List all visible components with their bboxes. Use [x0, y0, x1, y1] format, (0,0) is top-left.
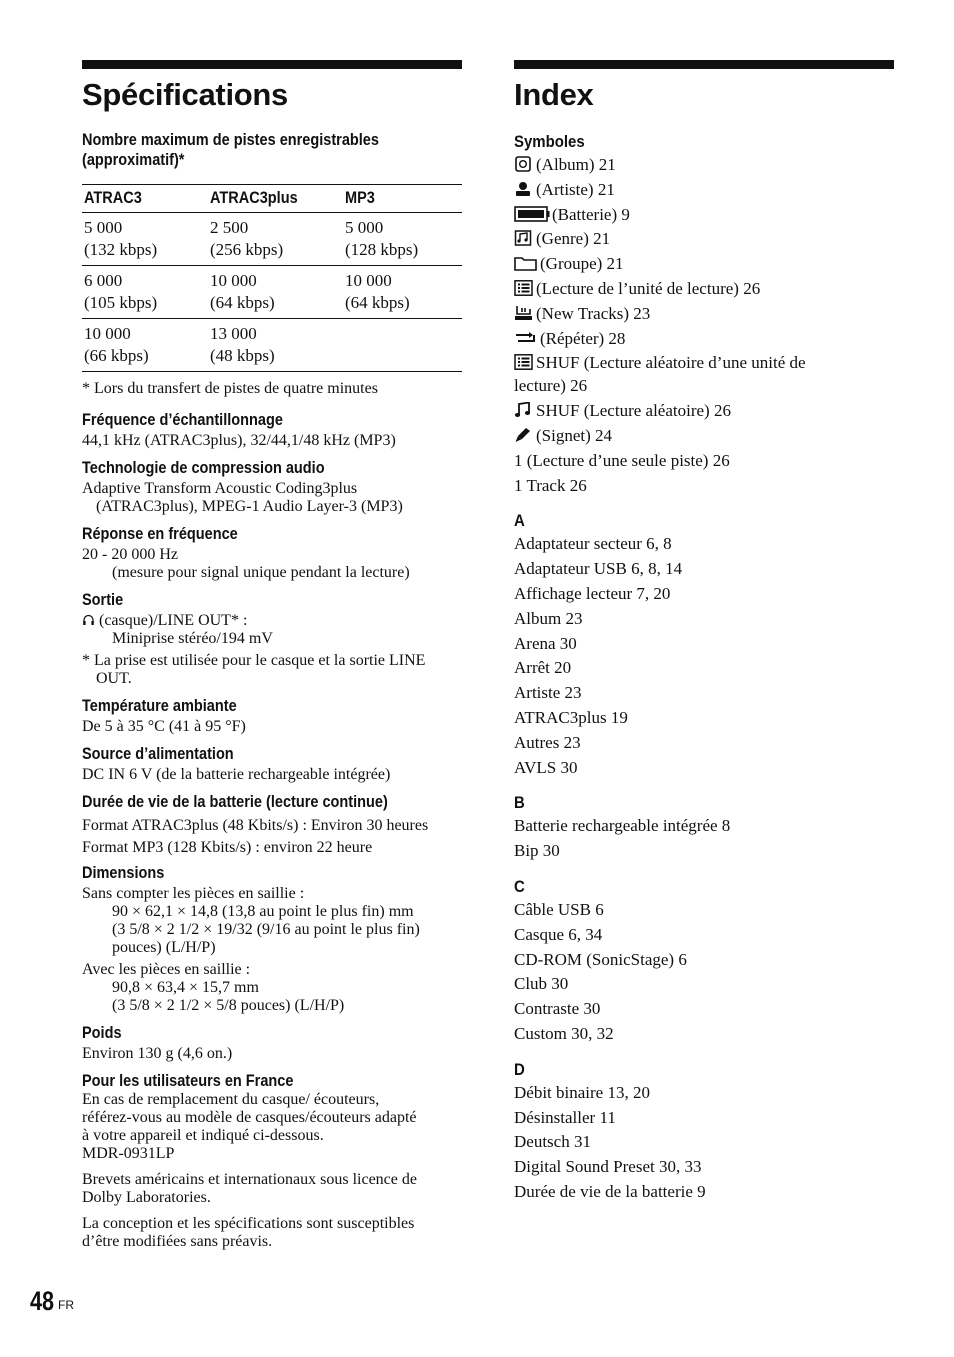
- index-letter-b: B: [514, 793, 525, 813]
- table-cell: 5 000 (128 kbps): [345, 218, 419, 259]
- frequency-text: 20 - 20 000 Hz: [82, 546, 178, 563]
- index-entry: Autres 23: [514, 732, 581, 752]
- group-folder-icon: [514, 255, 538, 271]
- max-tracks-heading: Nombre maximum de pistes enregistrables: [82, 131, 379, 149]
- compression-text-2: (ATRAC3plus), MPEG-1 Audio Layer-3 (MP3): [96, 498, 403, 515]
- table-cell: [343, 319, 462, 372]
- index-letter-a: A: [514, 511, 525, 531]
- unit-list-icon: [514, 280, 534, 296]
- index-entry: 1 Track 26: [514, 475, 587, 495]
- france-heading: Pour les utilisateurs en France: [82, 1072, 294, 1090]
- index-entry: CD-ROM (SonicStage) 6: [514, 949, 687, 969]
- table-header-row: [82, 185, 462, 213]
- dimensions-text: pouces) (L/H/P): [112, 939, 216, 956]
- index-entry: Adaptateur USB 6, 8, 14: [514, 559, 683, 579]
- artist-icon: [514, 181, 534, 197]
- music-note-icon: [514, 402, 534, 418]
- page-footer: [30, 1286, 74, 1317]
- index-entry: (Signet) 24: [514, 424, 894, 449]
- index-entry-continued: lecture) 26: [514, 376, 588, 396]
- index-entry: Câble USB 6: [514, 899, 604, 919]
- dimensions-heading: Dimensions: [82, 864, 165, 882]
- index-entry: SHUF (Lecture aléatoire) 26: [514, 399, 894, 424]
- table-cell: 2 500 (256 kbps): [210, 218, 284, 259]
- specifications-title: Spécifications: [82, 77, 288, 112]
- dimensions-text: Sans compter les pièces en saillie :: [82, 885, 305, 902]
- table-row: [82, 213, 462, 266]
- index-title: Index: [514, 77, 594, 112]
- index-entry: (Genre) 21: [514, 227, 894, 252]
- index-entry: Album 23: [514, 608, 583, 628]
- weight-heading: Poids: [82, 1024, 122, 1042]
- frequency-heading: Réponse en fréquence: [82, 525, 238, 543]
- max-tracks-table: [82, 184, 462, 372]
- output-heading: Sortie: [82, 591, 124, 609]
- changes-text: La conception et les spécifications sont susceptibles: [82, 1215, 415, 1232]
- output-text: (casque)/LINE OUT* :: [99, 612, 248, 629]
- table-cell: 6 000 (105 kbps): [84, 271, 158, 312]
- unit-list-icon: [514, 354, 534, 370]
- france-text: à votre appareil et indiqué ci-dessous.: [82, 1127, 324, 1144]
- battery-text-2: Format MP3 (128 Kbits/s) : environ 22 heure: [82, 839, 373, 856]
- index-entry: Affichage lecteur 7, 20: [514, 583, 671, 603]
- weight-text: Environ 130 g (4,6 on.): [82, 1045, 233, 1062]
- index-entry: (Lecture de l’unité de lecture) 26: [514, 277, 894, 302]
- headphones-icon: [82, 613, 95, 626]
- table-cell: 10 000 (64 kbps): [210, 271, 275, 312]
- index-entry: (Artiste) 21: [514, 178, 894, 203]
- index-entry: Artiste 23: [514, 683, 582, 703]
- album-icon: [514, 156, 534, 172]
- dimensions-text: 90,8 × 63,4 × 15,7 mm: [112, 979, 259, 996]
- dimensions-text: Avec les pièces en saillie :: [82, 961, 251, 978]
- compression-text: Adaptive Transform Acoustic Coding3plus: [82, 480, 358, 497]
- index-entry: Durée de vie de la batterie 9: [514, 1181, 706, 1201]
- patents-text: Brevets américains et internationaux sous licence de: [82, 1171, 417, 1188]
- index-entry: (Batterie) 9: [514, 203, 894, 228]
- index-entry: Adaptateur secteur 6, 8: [514, 534, 672, 554]
- battery-icon: [514, 206, 550, 222]
- column-header: MP3: [345, 189, 375, 207]
- page-number: 48: [30, 1286, 55, 1316]
- temperature-text: De 5 à 35 °C (41 à 95 °F): [82, 718, 246, 735]
- power-heading: Source d’alimentation: [82, 745, 234, 763]
- column-header: ATRAC3plus: [210, 189, 298, 207]
- output-text-2: Miniprise stéréo/194 mV: [112, 630, 273, 647]
- france-text: référez-vous au modèle de casques/écouteurs adapté: [82, 1109, 417, 1126]
- index-entry: Désinstaller 11: [514, 1107, 616, 1127]
- column-header: ATRAC3: [84, 189, 142, 207]
- france-text: En cas de remplacement du casque/ écouteurs,: [82, 1091, 380, 1108]
- specifications-column: [82, 60, 462, 1251]
- index-entry: ATRAC3plus 19: [514, 707, 628, 727]
- new-tracks-icon: [514, 305, 534, 321]
- symbols-heading: Symboles: [514, 132, 585, 151]
- output-note: * La prise est utilisée pour le casque et la sortie LINE: [82, 652, 426, 669]
- section-rule: [82, 60, 462, 69]
- index-entry: Club 30: [514, 974, 569, 994]
- index-letter-c: C: [514, 876, 525, 896]
- dimensions-text: (3 5/8 × 2 1/2 × 5/8 pouces) (L/H/P): [112, 997, 345, 1014]
- sampling-heading: Fréquence d’échantillonnage: [82, 411, 283, 429]
- index-entry: Digital Sound Preset 30, 33: [514, 1157, 702, 1177]
- sampling-text: 44,1 kHz (ATRAC3plus), 32/44,1/48 kHz (MP3): [82, 432, 396, 449]
- genre-icon: [514, 230, 534, 246]
- dimensions-text: (3 5/8 × 2 1/2 × 19/32 (9/16 au point le plus fin): [112, 921, 420, 938]
- battery-text: Format ATRAC3plus (48 Kbits/s) : Environ 30 heures: [82, 817, 429, 834]
- index-entry: SHUF (Lecture aléatoire d’une unité de: [514, 351, 894, 376]
- index-entry: (Album) 21: [514, 153, 894, 178]
- index-entry: Arena 30: [514, 633, 577, 653]
- repeat-icon: [514, 330, 538, 346]
- table-cell: 10 000 (64 kbps): [345, 271, 410, 312]
- compression-heading: Technologie de compression audio: [82, 459, 325, 477]
- changes-text: d’être modifiées sans préavis.: [82, 1233, 273, 1250]
- frequency-text-2: (mesure pour signal unique pendant la lecture): [112, 564, 410, 581]
- index-entry: Casque 6, 34: [514, 924, 603, 944]
- index-entry: Custom 30, 32: [514, 1023, 614, 1043]
- section-rule: [514, 60, 894, 69]
- battery-heading: Durée de vie de la batterie (lecture continue): [82, 793, 388, 811]
- index-entry: (New Tracks) 23: [514, 302, 894, 327]
- index-entry: Débit binaire 13, 20: [514, 1082, 650, 1102]
- table-footnote: * Lors du transfert de pistes de quatre minutes: [82, 380, 378, 397]
- index-entry: Bip 30: [514, 841, 560, 861]
- page-language: FR: [58, 1298, 74, 1312]
- index-letter-d: D: [514, 1059, 525, 1079]
- index-entry: 1 (Lecture d’une seule piste) 26: [514, 450, 730, 470]
- output-line: [82, 612, 462, 630]
- index-entry: AVLS 30: [514, 757, 578, 777]
- patents-text: Dolby Laboratories.: [82, 1189, 211, 1206]
- index-entry: Batterie rechargeable intégrée 8: [514, 816, 731, 836]
- index-entry: Contraste 30: [514, 999, 601, 1019]
- index-entry: Deutsch 31: [514, 1132, 591, 1152]
- index-column: [514, 60, 894, 1205]
- temperature-heading: Température ambiante: [82, 697, 237, 715]
- table-cell: 10 000 (66 kbps): [84, 324, 149, 365]
- output-note-2: OUT.: [96, 670, 132, 687]
- table-row: [82, 266, 462, 319]
- index-entry: (Répéter) 28: [514, 327, 894, 352]
- index-entry: Arrêt 20: [514, 658, 572, 678]
- table-cell: 5 000 (132 kbps): [84, 218, 158, 259]
- index-entry: (Groupe) 21: [514, 252, 894, 277]
- france-text: MDR-0931LP: [82, 1145, 175, 1162]
- table-cell: 13 000 (48 kbps): [210, 324, 275, 365]
- power-text: DC IN 6 V (de la batterie rechargeable intégrée): [82, 766, 391, 783]
- bookmark-icon: [514, 427, 534, 443]
- max-tracks-heading-2: (approximatif)*: [82, 151, 185, 169]
- dimensions-text: 90 × 62,1 × 14,8 (13,8 au point le plus fin) mm: [112, 903, 414, 920]
- table-row: [82, 319, 462, 372]
